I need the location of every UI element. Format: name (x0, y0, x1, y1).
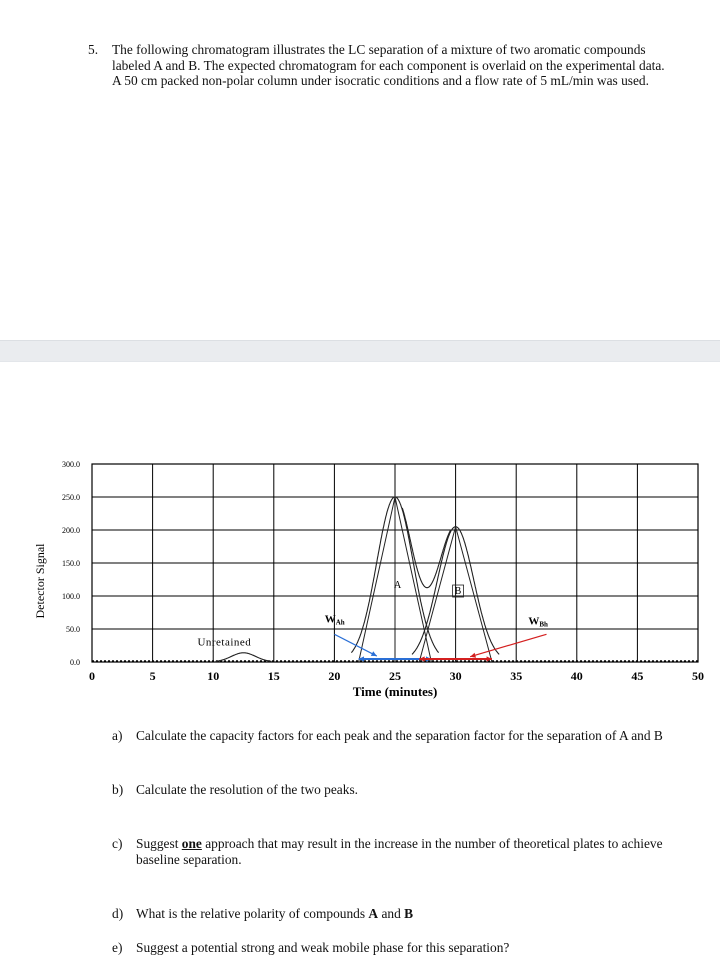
y-axis-title: Detector Signal (33, 543, 47, 619)
question-d-label: d) (112, 906, 124, 921)
width-b-leader (470, 634, 546, 656)
chromatogram-chart (0, 440, 720, 700)
y-tick-label: 200.0 (62, 526, 80, 535)
chart-width-markers (334, 634, 546, 661)
chart-annotations (197, 580, 548, 648)
y-tick-label: 250.0 (62, 493, 80, 502)
question-c-post: approach that may result in the increase in the number of theoretical plates to achieve baseline separation. (136, 836, 663, 867)
question-d-compound-a: A (368, 906, 379, 921)
x-tick-label: 25 (389, 669, 401, 683)
question-b-text: Calculate the resolution of the two peaks. (136, 782, 358, 797)
peak-a-tangent-left (359, 497, 395, 662)
question-c-pre: Suggest (136, 836, 182, 851)
x-tick-label: 15 (267, 669, 280, 683)
question-c-emphasis: one (181, 836, 202, 851)
x-tick-label: 30 (449, 669, 462, 683)
question-a-text: Calculate the capacity factors for each peak and the separation factor for the separation of A and B (136, 728, 663, 743)
y-tick-label: 100.0 (62, 592, 80, 601)
question-c-label: c) (112, 836, 123, 851)
question-d-mid: and (378, 906, 405, 921)
width-a-label: WAh (324, 613, 345, 627)
y-tick-label: 50.0 (66, 625, 80, 634)
x-tick-label: 40 (570, 669, 583, 683)
x-tick-label: 20 (328, 669, 341, 683)
width-b-label: WBh (528, 615, 548, 629)
width-b-label-sub: Bh (539, 620, 548, 629)
unretained-peak-curve (216, 653, 272, 662)
x-tick-label: 45 (631, 669, 644, 683)
page-divider (0, 340, 720, 362)
width-a-leader (334, 634, 376, 656)
question-d-compound-b: B (404, 906, 414, 921)
question-d-pre: What is the relative polarity of compounds (136, 906, 369, 921)
x-tick-label: 0 (89, 669, 95, 683)
combined-signal-curve (402, 508, 451, 588)
peak-a-label: A (394, 580, 402, 592)
y-tick-label: 0.0 (70, 658, 80, 667)
problem-number: 5. (88, 42, 99, 57)
unretained-label: Unretained (197, 636, 252, 649)
y-tick-label: 300.0 (62, 460, 80, 469)
x-tick-label: 50 (692, 669, 704, 683)
x-tick-label: 10 (207, 669, 220, 683)
chart-curves (216, 497, 500, 662)
y-tick-label: 150.0 (62, 559, 80, 568)
question-b-label: b) (112, 782, 124, 797)
x-axis-title: Time (minutes) (352, 684, 438, 699)
x-tick-label: 5 (149, 669, 156, 683)
question-c-text (136, 836, 696, 867)
chart-tick-labels (33, 460, 704, 699)
question-e-label: e) (112, 940, 123, 955)
x-tick-label: 35 (510, 669, 523, 683)
peak-b-tangent-left (419, 527, 455, 662)
question-a-label: a) (112, 728, 123, 743)
question-e-text: Suggest a potential strong and weak mobile phase for this separation? (136, 940, 510, 955)
width-a-label-sub: Ah (335, 618, 345, 627)
problem-text: The following chromatogram illustrates the LC separation of a mixture of two aromatic compounds labeled A and B. The expected chromatogram for each component is overlaid on the experimental data. A 50 cm packed non-polar column under isocratic conditions and a flow rate of 5 mL/min was used. (112, 42, 665, 89)
question-d-text (136, 906, 413, 922)
peak-b-label: B (454, 586, 462, 598)
